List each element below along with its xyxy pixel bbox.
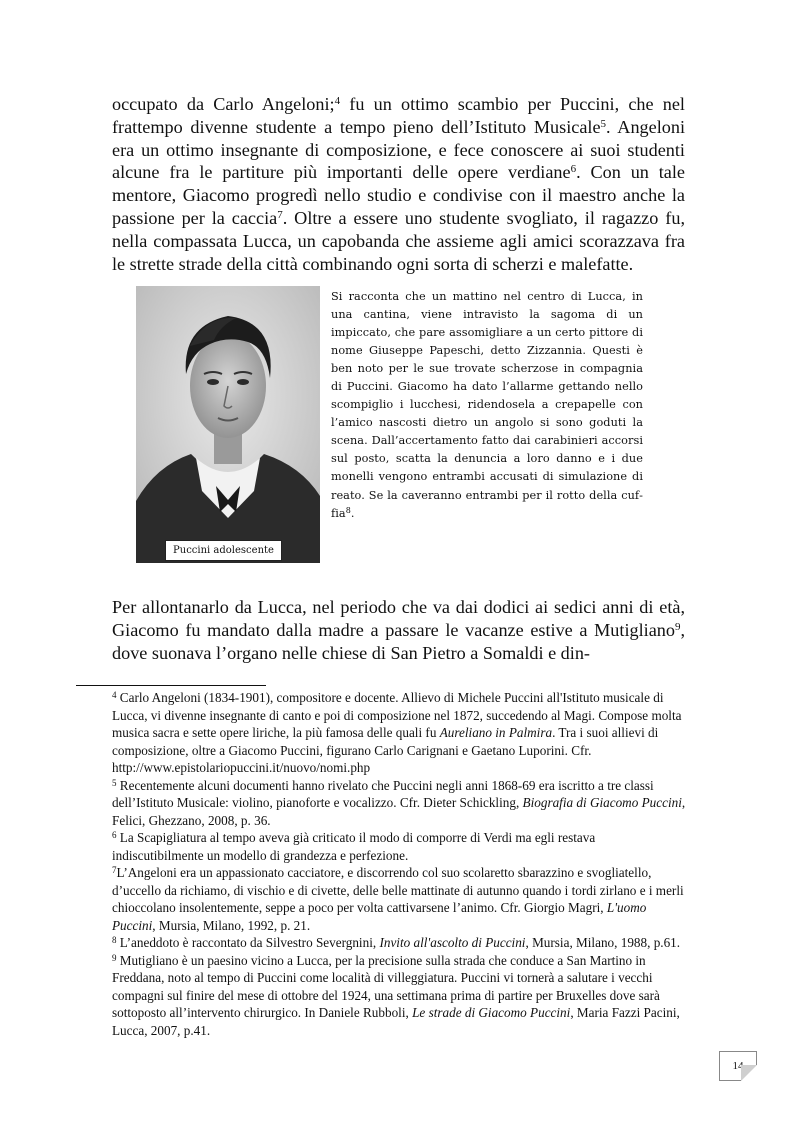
photo-caption: Puccini adolescente bbox=[165, 540, 282, 561]
anecdote-text: Si racconta che un mattino nel centro di Lucca, in una cantina, viene intravisto la sagoma di un impiccato, che pare assomigliare a un certo pittore di nome Giuseppe Papeschi, detto Zizzannia. Questi è ben noto per le sue trovate scherzose in compagnia di Puccini. Giacomo ha dato l’allarme gettando nello scompiglio i lucchesi, ridendosela a crepapelle con l’amico nascosti dietro un angolo si sono goduti la scena. Dall’accertamento fatto dai carabinieri accorsi sul posto, scatta la denuncia a loro danno e i due monelli vengono entrambi accusati di simulazione di reato. Se la caveranno entrambi per il rotto della cuffia bbox=[331, 290, 643, 520]
footnote-text: , Mursia, Milano, 1988, p.61. bbox=[525, 935, 681, 950]
text-run: . Oltre a essere uno studente svogliato, il ragazzo fu, nella compassata Lucca, un capobanda che assieme agli amici scorazzava fra le strette strade della città combinando ogni sorta di scherzi e malefatte. bbox=[112, 207, 685, 274]
footnote-ref-7: 7 bbox=[277, 208, 283, 221]
footnote-title: L'uomo Puccini bbox=[112, 900, 647, 933]
footnote-separator bbox=[76, 685, 266, 686]
footnote-title: Biografia di Giacomo Puccini bbox=[522, 795, 682, 810]
text-run: Per allontanarlo da Lucca, nel periodo che va dai dodici ai sedici anni di età, Giacomo fu mandato dalla madre a passare le vacanze estive a Mutigliano bbox=[112, 597, 685, 640]
footnote-text: Mutigliano è un paesino vicino a Lucca, per la precisione sulla strada che conduce a San Martino in Freddana, noto al tempo di Puccini come località di villeggiatura. Puccini vi tornerà a salutare i vecchi compagni sul finire del mese di ottobre del 1924, una settimana prima di partire per Bruxelles dove sarà sottoposto all’intervento chirurgico. In Daniele Rubboli, bbox=[112, 952, 660, 1020]
anecdote-sidebar bbox=[331, 288, 643, 523]
footnote-text: L’aneddoto è raccontato da Silvestro Severgnini, bbox=[116, 935, 380, 950]
text-run: fu un ottimo scambio per Puccini, che nel frattempo divenne studente a tempo pieno dell’Istituto Musicale bbox=[112, 94, 685, 137]
text-run: . Con un tale mentore, Giacomo progredì nello studio e condivise con il maestro anche la passione per la caccia bbox=[112, 162, 685, 228]
footnote-text: Recentemente alcuni documenti hanno rivelato che Puccini negli anni 1868-69 era iscritto a tre classi dell’Istituto Musicale: violino, pianoforte e vocalizzo. Cfr. Dieter Schickling, bbox=[112, 777, 654, 810]
footnote-7 bbox=[112, 864, 687, 934]
footnote-5 bbox=[112, 777, 687, 830]
portrait-illustration bbox=[136, 286, 320, 563]
footnote-text: , Maria Fazzi Pacini, Lucca, 2007, p.41. bbox=[112, 1005, 680, 1038]
text-run: occupato da Carlo Angeloni; bbox=[112, 94, 335, 114]
footnote-ref-6: 6 bbox=[570, 163, 577, 176]
footnote-text: , Mursia, Milano, 1992, p. 21. bbox=[152, 917, 311, 933]
footnote-6 bbox=[112, 829, 687, 864]
footnote-number: 6 bbox=[112, 829, 117, 840]
footnote-9 bbox=[112, 952, 687, 1040]
body-paragraph-2 bbox=[112, 596, 685, 664]
footnote-number: 7 bbox=[112, 864, 117, 875]
page-number: 14 bbox=[719, 1051, 757, 1081]
footnote-4 bbox=[112, 689, 687, 777]
footnote-title: Le strade di Giacomo Puccini bbox=[412, 1005, 571, 1020]
footnote-text: La Scapigliatura al tempo aveva già criticato il modo di comporre di Verdi ma egli restava indiscutibilmente un modello di grandezza e perfezione. bbox=[112, 830, 596, 863]
footnote-ref-8: 8 bbox=[345, 505, 351, 515]
footnote-text: L’Angeloni era un appassionato cacciatore, e discorrendo col suo scolaretto sbarazzino e svogliatello, d’uccello da richiamo, di vischio e di civette, delle belle mattinate di autunno quando i tordi zirlano e i merli chioccolano insolentemente, seppe a poco per volta cattivarsene l’animo. Cfr. Giorgio Magri, bbox=[112, 865, 684, 915]
footnote-number: 5 bbox=[112, 777, 117, 788]
footnote-text: Carlo Angeloni (1834-1901), compositore e docente. Allievo di Michele Puccini all'Istituto musicale di Lucca, vi divenne insegnante di canto e poi di composizione nel 1872, succedendo al Magi. Compose molta musica sacra e sette opere liriche, la più famosa delle quali fu bbox=[112, 690, 682, 740]
text-run: , dove suonava l’organo nelle chiese di San Pietro a Somaldi e din- bbox=[112, 619, 685, 663]
footnote-number: 8 bbox=[112, 934, 117, 945]
footnote-ref-5: 5 bbox=[600, 117, 607, 130]
footnote-text: , Felici, Ghezzano, 2008, p. 36. bbox=[112, 795, 686, 828]
footnote-ref-9: 9 bbox=[674, 620, 681, 633]
footnote-number: 9 bbox=[112, 952, 117, 963]
footnote-title: Aureliano in Palmira bbox=[439, 725, 553, 740]
body-paragraph-1 bbox=[112, 93, 685, 275]
text-run: . Angeloni era un ottimo insegnante di composizione, e fece conoscere ai suoi studenti alcune fra le partiture più importanti delle opere verdiane bbox=[112, 116, 686, 183]
footnote-title: Invito all'ascolto di Puccini bbox=[379, 935, 526, 950]
portrait-photo bbox=[136, 286, 320, 563]
footnote-text: . Tra i suoi allievi di composizione, oltre a Giacomo Puccini, figurano Carlo Carignani e Gaetano Luporini. Cfr. http://www.epistolariopuccini.it/nuovo/nomi.php bbox=[112, 725, 659, 775]
footnote-8 bbox=[112, 934, 687, 952]
footnote-number: 4 bbox=[112, 689, 117, 700]
footnotes bbox=[112, 689, 687, 1039]
footnote-ref-4: 4 bbox=[334, 94, 341, 107]
text-run: . bbox=[350, 506, 355, 520]
